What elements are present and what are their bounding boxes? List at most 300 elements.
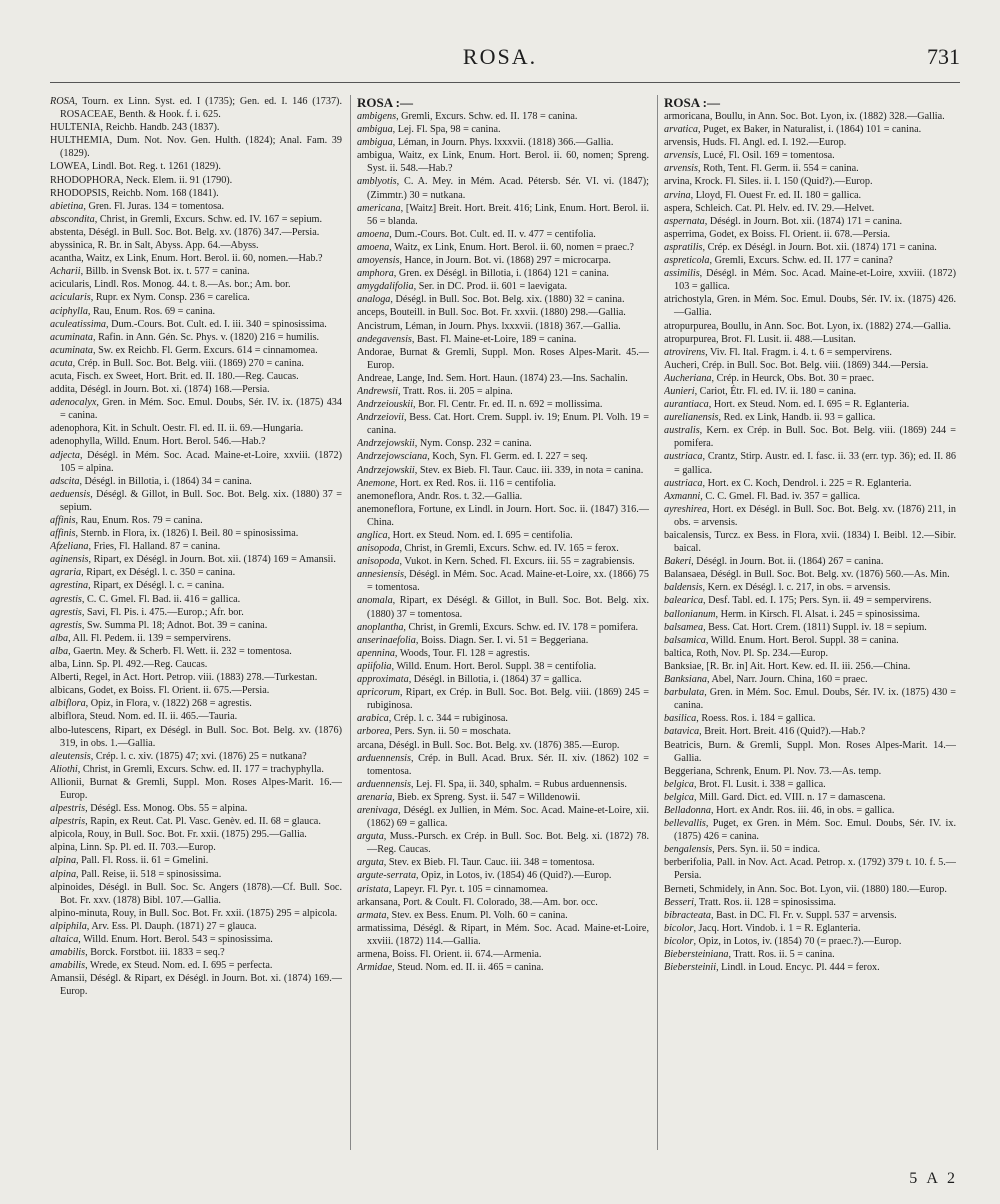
entry-text: , Crép. in Bull. Acad. Brux. Sér. II. xiv. (1862) 102 = tomentosa. [367,752,649,777]
index-entry [664,660,956,673]
index-entry [664,883,956,896]
index-entry [50,697,342,710]
index-entry [664,843,956,856]
entry-name: acicularis [50,292,91,304]
index-entry [357,175,649,201]
entry-name: agrestina [50,580,89,592]
entry-name: acuta [50,357,73,369]
entry-name: amoyensis [357,255,400,267]
index-entry [357,490,649,503]
index-entry [50,226,342,239]
entry-text: asperrima, Godet, ex Boiss. Fl. Orient. ii. 678.—Persia. [664,228,891,240]
index-entry [357,241,649,254]
index-entry [664,791,956,804]
entry-name: arguta [357,831,384,843]
entry-text: Allionii, Burnat & Gremli, Suppl. Mon. Roses Alpes-Marit. 16.—Europ. [50,776,342,801]
entry-text: arcana, Déségl. in Bull. Soc. Bot. Belg. xv. (1876) 385.—Europ. [357,739,620,751]
entry-name: anomala [357,595,393,607]
index-entry [357,660,649,673]
entry-name: Andrzeiouskii [357,399,414,411]
entry-text: , Hort. ex Steud. Nom. ed. I. 695 = centifolia. [387,530,573,541]
entry-name: analoga [357,294,391,306]
entry-text: , Déségl. in Billotia, i. (1864) 34 = canina. [79,475,252,487]
entry-name: belgica [664,778,694,790]
index-entry [664,725,956,738]
entry-text: , Rafin. in Ann. Gén. Sc. Phys. v. (1820) 216 = humilis. [93,331,320,343]
entry-text: , Brot. Fl. Lusit. i. 338 = gallica. [694,778,826,790]
entry-text: , Pers. Syn. ii. 50 = indica. [712,844,821,856]
entry-name: amabilis [50,960,86,972]
entry-name: argute-serrata [357,870,417,882]
index-entry [50,619,342,632]
index-entry [357,529,649,542]
entry-name: ambigua [357,124,393,136]
entry-name: arvatica [664,124,698,136]
entry-name: basilica [664,713,697,725]
entry-text: HULTHEMIA, Dum. Not. Nov. Gen. Hulth. (1824); Anal. Fam. 39 (1829). [50,135,342,160]
entry-text: , Bor. Fl. Centr. Fr. ed. II. n. 692 = mollissima. [413,399,603,411]
entry-name: alpina [50,868,77,880]
entry-name: Aucheriana [664,372,712,384]
entry-name: Besseri [664,896,694,908]
entry-text: , Jacq. Hort. Vindob. i. 1 = R. Eglanteria. [693,922,861,934]
header-rule [50,82,960,83]
entry-text: , Koch, Syn. Fl. Germ. ed. I. 227 = seq. [427,451,588,463]
index-entry [357,948,649,961]
index-entry [50,357,342,370]
entry-text: , Dum.-Cours. Bot. Cult. ed. I. iii. 340 = spinosissima. [106,318,327,330]
index-entry [50,422,342,435]
entry-text: alba, Linn. Sp. Pl. 492.—Reg. Caucas. [50,659,208,671]
entry-text: adenophylla, Willd. Enum. Hort. Berol. 546.—Hab.? [50,436,266,448]
entry-text: , Ripart, ex Déségl. & Gillot, in Bull. Soc. Bot. Belg. xix. (1880) 37 = tomentosa. [367,595,649,620]
entry-text: albiflora, Steud. Nom. ed. II. ii. 465.—Tauria. [50,711,238,723]
index-entry [664,961,956,974]
index-entry [50,579,342,592]
entry-text: Andreae, Lange, Ind. Sem. Hort. Haun. (1874) 23.—Ins. Sachalin. [357,372,628,384]
entry-text: , Gren. Fl. Juras. 134 = tomentosa. [83,200,225,212]
entry-name: adenocalyx [50,397,97,409]
entry-name: belgica [664,791,694,803]
index-entry [664,254,956,267]
entry-name: acuminata [50,331,94,343]
entry-name: annesiensis [357,569,404,581]
entry-text: , Bess. Cat. Hort. Crem. Suppl. iv. 19; Enum. Pl. Volh. 19 = canina. [367,412,649,437]
entry-text: , Ripart, ex Crép. in Bull. Soc. Bot. Belg. viii. (1869) 245 = rubiginosa. [367,687,649,712]
entry-text: , Pall. Reise, ii. 518 = spinosissima. [76,868,222,880]
entry-text: , Déségl. in Journ. Bot. ii. (1864) 267 = canina. [691,556,884,568]
entry-name: amphora [357,268,394,280]
entry-text: arvensis, Huds. Fl. Angl. ed. I. 192.—Europ. [664,137,847,149]
entry-text: , Puget, ex Baker, in Naturalist, i. (1864) 101 = canina. [697,124,922,136]
entry-text: Amansii, Déségl. & Ripart, ex Déségl. in Journ. Bot. xi. (1874) 169.—Europ. [50,973,342,998]
entry-name: agraria [50,567,82,579]
entry-text: , Willd. Enum. Hort. Berol. Suppl. 38 = canina. [705,634,899,646]
index-entry [664,175,956,188]
entry-text: , Lloyd, Fl. Ouest Fr. ed. II. 180 = gallica. [690,189,862,201]
entry-name: ambigua [357,137,393,149]
running-head [0,44,1000,74]
entry-name: adscita [50,475,80,487]
index-entry [50,305,342,318]
index-entry [357,961,649,974]
index-entry [50,514,342,527]
entry-name: aspernata [664,215,705,227]
entry-text: adenophora, Kit. in Schult. Oestr. Fl. ed. II. ii. 69.—Hungaria. [50,423,304,435]
index-entry [357,110,649,123]
entry-name: Belladonna [664,804,711,816]
entry-text: , Crép. in Bull. Soc. Bot. Belg. viii. (1869) 270 = canina. [72,357,304,369]
index-entry [50,566,342,579]
index-entry [50,278,342,291]
entry-text: , C. C. Gmel. Fl. Bad. iv. 357 = gallica. [700,490,861,502]
entry-text: , Borck. Forstbot. iii. 1833 = seq.? [85,947,225,959]
index-entry [664,411,956,424]
index-entry [357,922,649,948]
index-entry [357,477,649,490]
entry-name: arvensis [664,163,698,175]
index-entry [50,527,342,540]
entry-text: arvina, Krock. Fl. Siles. ii. I. 150 (Quid?).—Europ. [664,176,873,188]
index-entry [664,372,956,385]
entry-text: , Hort. ex C. Koch, Dendrol. i. 225 = R. Eglanteria. [702,477,912,489]
index-entry [50,802,342,815]
index-entry [664,228,956,241]
entry-text: , Lindl. in Loud. Encyc. Pl. 444 = ferox. [716,962,880,974]
index-entry [664,333,956,346]
entry-text: , Pers. Syn. ii. 50 = moschata. [389,726,511,738]
entry-name: amabilis [50,947,86,959]
entry-text: , Gremli, Excurs. Schw. ed. II. 178 = canina. [396,111,578,122]
index-entry [50,383,342,396]
entry-text: armena, Boiss. Fl. Orient. ii. 674.—Armenia. [357,949,542,960]
entry-text: , Christ, in Gremli, Excurs. Schw. ed. IV. 178 = pomifera. [403,621,639,633]
index-entry [664,241,956,254]
entry-text: Beatricis, Burn. & Gremli, Suppl. Mon. Roses Alpes-Marit. 14.—Gallia. [664,739,956,764]
index-columns [50,95,960,1155]
index-entry [664,110,956,123]
entry-name: barbulata [664,687,705,699]
index-entry [664,686,956,712]
index-entry [50,841,342,854]
entry-name: anisopoda [357,556,400,568]
index-entry [357,333,649,346]
index-entry [50,331,342,344]
entry-text: Aucheri, Crép. in Bull. Soc. Bot. Belg. viii. (1869) 344.—Persia. [664,359,929,371]
entry-text: , Lej. Fl. Spa, 98 = canina. [392,124,501,136]
column-heading: ROSA :— [664,95,720,110]
entry-name: ambigens [357,111,397,122]
entry-text: , Christ, in Gremli, Excurs. Schw. ed. IV. 167 = sepium. [94,213,323,225]
entry-text: , Déségl. ex Jullien, in Mém. Soc. Acad. Maine-et-Loire, xii. (1862) 69 = gallica. [367,804,649,830]
entry-name: alpestris [50,816,86,828]
index-entry [50,265,342,278]
entry-text: , Ripart, ex Déségl. l. c. = canina. [88,580,225,592]
index-entry [50,710,342,723]
entry-name: aleutensis [50,750,91,762]
entry-text: , Arv. Ess. Pl. Dauph. (1871) 27 = glauca. [86,920,257,932]
index-entry [50,828,342,841]
column-divider [350,95,351,1150]
index-entry [357,411,649,437]
entry-text: abstenta, Déségl. in Bull. Soc. Bot. Belg. xv. (1876) 347.—Persia. [50,226,320,238]
entry-text: , Puget, ex Gren. in Mém. Soc. Emul. Doubs, Sér. IV. ix. (1875) 426 = canina. [674,818,956,843]
entry-text: , Mill. Gard. Dict. ed. VIII. n. 17 = damascena. [694,791,886,803]
entry-text: , Bast. in DC. Fl. Fr. v. Suppl. 537 = arvensis. [710,909,897,921]
entry-name: atrovirens [664,346,706,358]
index-entry [357,202,649,228]
index-entry [357,228,649,241]
index-entry [357,542,649,555]
index-entry [50,291,342,304]
entry-name: Biebersteiniana [664,949,729,960]
entry-text: anceps, Bouteill. in Bull. Soc. Bot. Fr. xxvii. (1880) 298.—Gallia. [357,307,626,319]
entry-text: , Crép. l. c. xiv. (1875) 47; xvi. (1876) 25 = nutkana? [90,750,307,762]
entry-text: , Rau, Enum. Ros. 79 = canina. [75,515,203,526]
index-entry [50,488,342,514]
index-entry [664,320,956,333]
index-entry [664,424,956,450]
index-entry [664,621,956,634]
index-entry [50,933,342,946]
entry-text: , Kern. ex Déségl. l. c. 217, in obs. = arvensis. [702,582,891,594]
entry-text: , Rupr. ex Nym. Consp. 236 = carelica. [90,292,250,304]
entry-text: HULTENIA, Reichb. Handb. 243 (1837). [50,122,220,134]
entry-text: RHODOPHORA, Neck. Elem. ii. 91 (1790). [50,174,233,186]
index-entry [664,647,956,660]
index-entry [357,293,649,306]
entry-text: , Sw. Summa Pl. 18; Adnot. Bot. 39 = canina. [81,619,268,631]
entry-text: baicalensis, Turcz. ex Bess. in Flora, xvii. (1834) I. Beibl. 12.—Sibir. baical. [664,530,956,555]
index-entry [664,765,956,778]
index-entry [50,881,342,907]
entry-text: , C. A. Mey. in Mém. Acad. Pétersb. Sér. VI. vi. (1847); (Zimmtr.) 30 = nutkana. [367,176,649,201]
entry-text: , Roess. Ros. i. 184 = gallica. [696,713,816,725]
entry-text: , Opiz, in Lotos, iv. (1854) 70 (= praec.?).—Europ. [693,935,902,947]
entry-name: armata [357,909,387,921]
index-entry [50,854,342,867]
entry-name: arborea [357,726,390,738]
entry-text: , Crép. ex Déségl. in Journ. Bot. xii. (1874) 171 = canina. [702,241,937,253]
index-entry [50,160,342,173]
index-entry [664,712,956,725]
entry-text: , Léman, in Journ. Phys. lxxxvii. (1818) 366.—Gallia. [392,137,614,149]
index-entry [50,95,342,121]
entry-text: albo-lutescens, Ripart, ex Déségl. in Bull. Soc. Bot. Belg. xv. (1876) 319, in obs. 1.—Gallia. [50,724,342,749]
entry-name: batavica [664,726,700,738]
index-entry [357,450,649,463]
index-entry [357,306,649,319]
index-entry [50,868,342,881]
index-entry [664,359,956,372]
index-entry [357,267,649,280]
entry-name: apiifolia [357,660,392,672]
index-entry [357,568,649,594]
entry-text: , Fries, Fl. Halland. 87 = canina. [88,541,221,553]
entry-text: , Tratt. Ros. ii. 5 = canina. [728,949,835,960]
entry-text: , Abel, Narr. Journ. China, 160 = praec. [707,674,868,686]
entry-name: aculeatissima [50,318,107,330]
index-entry [664,202,956,215]
index-entry [357,909,649,922]
entry-text: aspera, Schleich. Cat. Pl. Helv. ed. IV. 29.—Helvet. [664,202,875,214]
entry-name: Anemone [357,477,395,489]
index-entry [357,254,649,267]
column-1 [50,95,342,1155]
entry-name: ayreshirea [664,503,707,515]
entry-text: arkansana, Port. & Coult. Fl. Colorado, 38.—Am. bor. occ. [357,896,598,908]
index-entry [50,553,342,566]
entry-name: amblyotis [357,176,397,188]
index-entry [357,280,649,293]
entry-text: Berneti, Schmidely, in Ann. Soc. Bot. Lyon, vii. (1880) 180.—Europ. [664,883,947,895]
index-entry [50,213,342,226]
index-entry [664,529,956,555]
entry-name: arenaria [357,791,393,803]
index-entry [357,896,649,909]
entry-text: , C. C. Gmel. Fl. Bad. ii. 416 = gallica. [81,593,241,605]
entry-text: atropurpurea, Brot. Fl. Lusit. ii. 488.—Lusitan. [664,333,856,345]
index-entry [50,200,342,213]
entry-text: , Steud. Nom. ed. II. ii. 465 = canina. [392,962,544,974]
entry-name: arenivaga [357,804,398,816]
entry-name: anglica [357,530,388,541]
index-entry [50,239,342,252]
entry-name: aspreticola [664,255,710,267]
entry-text: , Roth, Tent. Fl. Germ. ii. 554 = canina. [697,163,859,175]
entry-text: , Lucé, Fl. Osil. 169 = tomentosa. [697,150,835,162]
index-entry [664,739,956,765]
entry-text: , Wrede, ex Steud. Nom. ed. I. 695 = perfecta. [85,960,273,972]
index-entry [664,346,956,359]
index-entry [50,540,342,553]
entry-text: , Boiss. Diagn. Ser. I. vi. 51 = Beggeriana. [415,634,589,646]
index-entry [50,396,342,422]
index-entry [357,372,649,385]
index-entry [664,948,956,961]
entry-name: amoena [357,228,390,240]
entry-text: , Sternb. in Flora, ix. (1826) I. Beil. 80 = spinosissima. [75,528,299,540]
index-entry [50,593,342,606]
entry-text: , Dum.-Cours. Bot. Cult. ed. II. v. 477 = centifolia. [389,228,596,240]
entry-text: armoricana, Boullu, in Ann. Soc. Bot. Lyon, ix. (1882) 328.—Gallia. [664,111,945,122]
index-entry [50,344,342,357]
index-entry [50,671,342,684]
entry-name: bicolor [664,935,694,947]
entry-text: , Déségl. in Bull. Soc. Bot. Belg. xix. (1880) 32 = canina. [390,294,625,306]
entry-text: , Bieb. ex Spreng. Syst. ii. 547 = Willdenowii. [392,791,581,803]
entry-text: albicans, Godet, ex Boiss. Fl. Orient. ii. 675.—Persia. [50,685,270,697]
entry-name: affinis [50,528,76,540]
index-entry [357,123,649,136]
entry-name: apennina [357,647,395,659]
index-entry [664,490,956,503]
index-entry [664,398,956,411]
index-entry [357,621,649,634]
entry-text: , Stev. ex Bieb. Fl. Taur. Cauc. iii. 348 = tomentosa. [383,857,595,869]
index-entry [664,555,956,568]
index-entry [664,162,956,175]
index-entry [357,752,649,778]
entry-text: , Ripart, ex Déségl. l. c. 350 = canina. [81,567,236,579]
index-entry [50,370,342,383]
entry-text: baltica, Roth, Nov. Pl. Sp. 234.—Europ. [664,647,829,659]
entry-name: aginensis [50,554,89,566]
entry-name: bibracteata [664,909,711,921]
entry-text: , Stev. ex Bess. Enum. Pl. Volh. 60 = canina. [386,909,568,921]
entry-name: ROSA [50,96,75,107]
entry-text: , Tratt. Ros. ii. 128 = spinosissima. [694,896,836,908]
entry-text: ambigua, Waitz, ex Link, Enum. Hort. Berol. ii. 60, nomen; Spreng. Syst. ii. 548.—Hab.? [357,150,649,175]
entry-text: alpino-minuta, Rouy, in Bull. Soc. Bot. Fr. xxii. (1875) 295 = alpicola. [50,907,338,919]
entry-text: RHODOPSIS, Reichb. Nom. 168 (1841). [50,187,219,199]
index-entry [664,450,956,476]
entry-name: amygdalifolia [357,281,414,293]
entry-text: , Déségl. in Mém. Soc. Acad. Maine-et-Loire, xxviii. (1872) 103 = gallica. [674,268,956,293]
entry-name: Aliothi [50,763,78,775]
index-entry [357,555,649,568]
index-entry [357,634,649,647]
entry-name: abscondita [50,213,95,225]
index-entry [357,149,649,175]
entry-text: Beggeriana, Schrenk, Enum. Pl. Nov. 73.—As. temp. [664,765,882,777]
entry-name: austriaca [664,451,703,463]
entry-name: arduennensis [357,778,411,790]
index-entry [50,907,342,920]
entry-text: , Rau, Enum. Ros. 69 = canina. [87,305,216,317]
entry-text: atrichostyla, Gren. in Mém. Soc. Emul. Doubs, Sér. IV. ix. (1875) 426.—Gallia. [664,294,956,319]
index-entry [357,673,649,686]
index-entry [50,606,342,619]
entry-name: arduennensis [357,752,411,764]
entry-text: abyssinica, R. Br. in Salt, Abyss. App. 64.—Abyss. [50,240,259,252]
index-entry [50,658,342,671]
entry-text: , Cariot, Étr. Fl. ed. IV. ii. 180 = canina. [694,385,857,397]
entry-text: , Bess. Cat. Hort. Crem. (1811) Suppl. iv. 18 = sepium. [703,621,927,633]
entry-name: agrestis [50,619,82,631]
entry-name: balearica [664,595,704,607]
entry-text: armatissima, Déségl. & Ripart, in Mém. Soc. Acad. Maine-et-Loire, xxviii. (1872) 114.—Gallia. [357,922,649,947]
index-entry [357,712,649,725]
index-entry [50,632,342,645]
entry-name: Biebersteinii [664,962,717,974]
entry-text: , Déségl. & Gillot, in Bull. Soc. Bot. Belg. xix. (1880) 37 = sepium. [60,488,342,513]
entry-text: acicularis, Lindl. Ros. Monog. 44. t. 8.—As. bor.; Am. bor. [50,279,291,291]
entry-name: alpina [50,855,77,867]
entry-text: , Gaertn. Mey. & Scherb. Fl. Wett. ii. 232 = tomentosa. [68,645,292,657]
entry-name: alpestris [50,803,86,815]
index-entry [357,437,649,450]
entry-text: , Red. ex Link, Handb. ii. 93 = gallica. [718,412,876,424]
entry-name: andegavensis [357,333,412,345]
entry-text: , Opiz, in Flora, v. (1822) 268 = agrestis. [85,698,252,710]
entry-text: , Gremli, Excurs. Schw. ed. II. 177 = canina? [709,255,893,267]
index-entry [50,121,342,134]
index-entry [664,581,956,594]
entry-text: , Stev. ex Bieb. Fl. Taur. Cauc. iii. 339, in nota = canina. [414,464,644,476]
entry-name: approximata [357,674,409,686]
entry-name: affinis [50,515,76,526]
entry-name: acuminata [50,344,94,356]
entry-text: Balansaea, Déségl. in Bull. Soc. Bot. Belg. xv. (1876) 560.—As. Min. [664,569,950,581]
entry-text: , Christ, in Gremli, Excurs. Schw. ed. II. 177 = trachyphylla. [77,763,324,775]
entry-text: acuta, Fisch. ex Sweet, Hort. Brit. ed. II. 180.—Reg. Caucas. [50,370,299,382]
index-entry [664,804,956,817]
index-entry [664,477,956,490]
entry-name: arabica [357,713,389,725]
entry-text: , Willd. Enum. Hort. Berol. Suppl. 38 = centifolia. [391,660,597,672]
entry-text: atropurpurea, Boullu, in Ann. Soc. Bot. Lyon, ix. (1882) 274.—Gallia. [664,320,951,332]
